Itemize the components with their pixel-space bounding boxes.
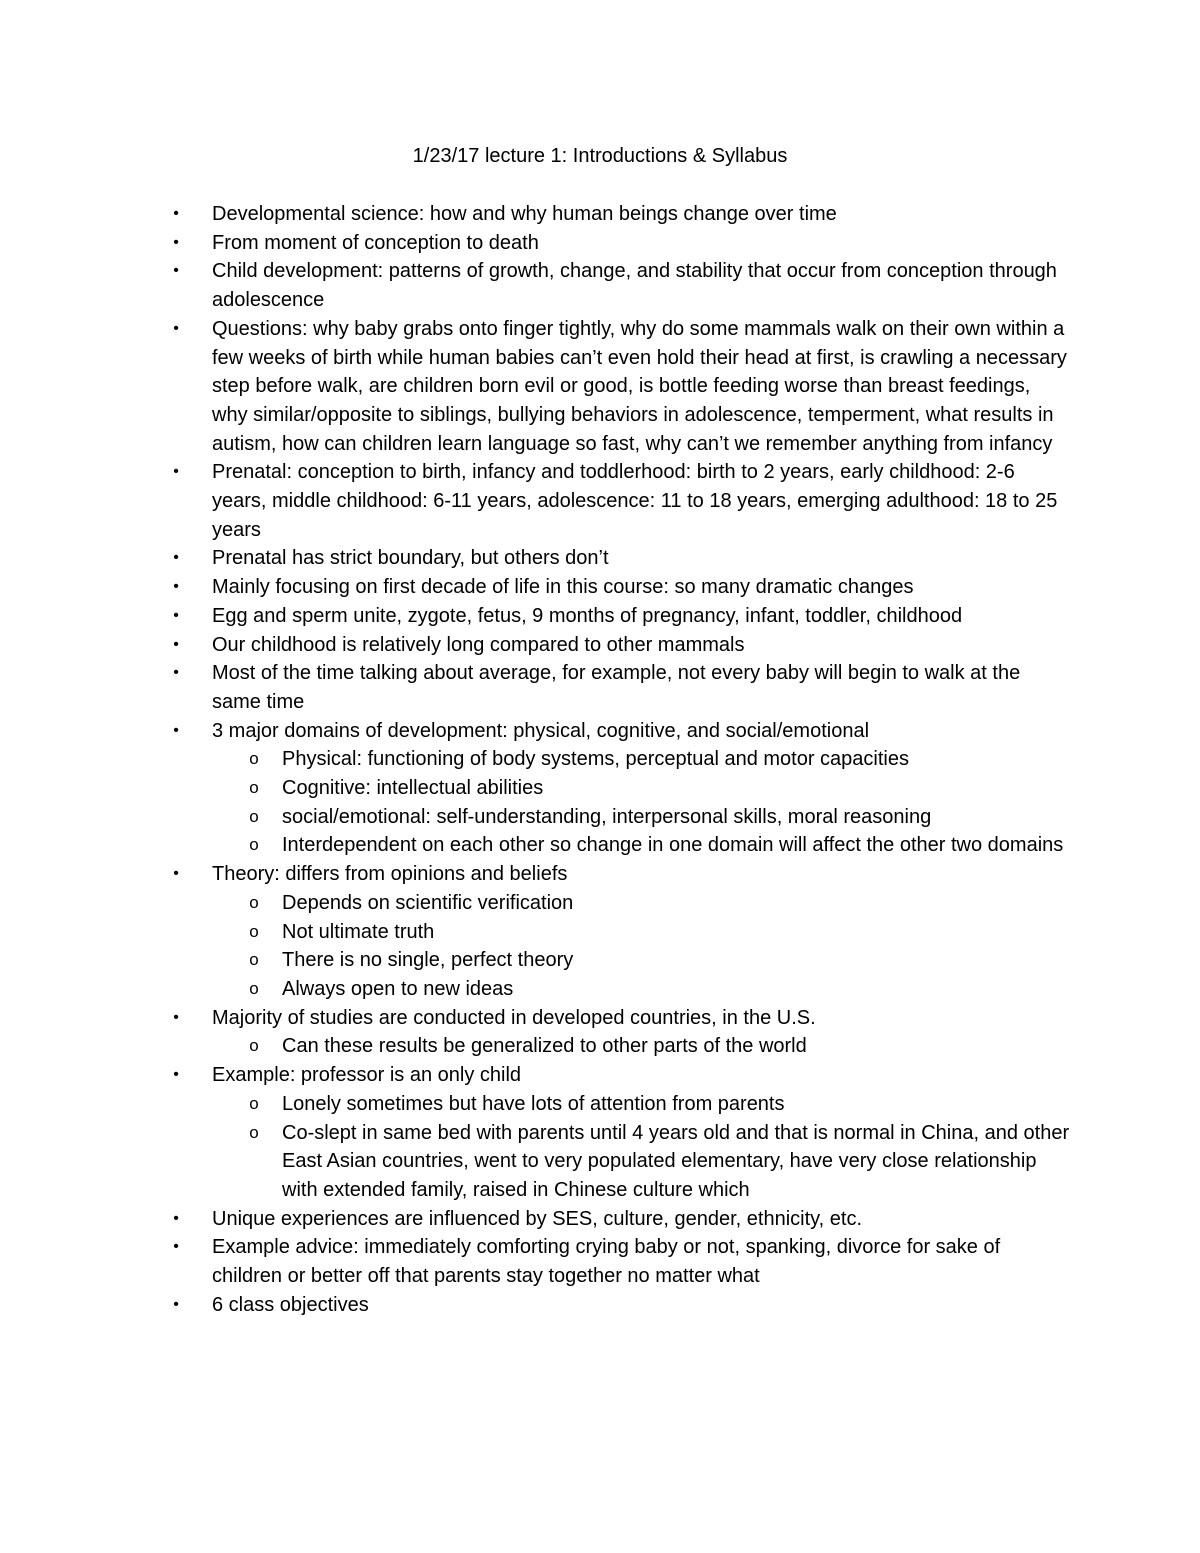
bullet-text: Can these results be generalized to other parts of the world — [282, 1035, 807, 1058]
bullet-marker: • — [173, 1295, 179, 1313]
sub-bullet-item — [170, 889, 1070, 918]
bullet-text: Cognitive: intellectual abilities — [282, 777, 544, 800]
bullet-text: Depends on scientific verification — [282, 891, 574, 914]
bullet-item — [170, 631, 1070, 660]
bullet-item — [170, 544, 1070, 573]
bullet-text: Example advice: immediately comforting crying baby or not, spanking, divorce for sake of children or better off that parents stay together no matter what — [212, 1236, 1001, 1288]
bullet-marker: • — [173, 233, 179, 251]
sub-bullet-marker: o — [249, 1122, 259, 1142]
bullet-text: Mainly focusing on first decade of life in this course: so many dramatic changes — [212, 576, 914, 599]
bullet-marker: • — [173, 606, 179, 624]
bullet-marker: • — [173, 1066, 179, 1084]
page-title: 1/23/17 lecture 1: Introductions & Syllabus — [412, 145, 788, 167]
bullet-text: Child development: patterns of growth, change, and stability that occur from conception through adolescence — [212, 260, 1057, 312]
sub-bullet-item — [170, 803, 1070, 832]
bullet-item — [170, 1004, 1070, 1033]
bullet-text: social/emotional: self-understanding, interpersonal skills, moral reasoning — [282, 805, 932, 828]
bullet-item — [170, 659, 1070, 716]
bullet-marker: • — [173, 549, 179, 567]
bullet-text: Unique experiences are influenced by SES, culture, gender, ethnicity, etc. — [212, 1207, 863, 1230]
sub-bullet-marker: o — [249, 835, 259, 855]
sub-bullet-marker: o — [249, 778, 259, 798]
bullet-marker: • — [173, 205, 179, 222]
bullet-text: There is no single, perfect theory — [282, 949, 574, 972]
bullet-marker: • — [173, 578, 179, 596]
bullet-item — [170, 602, 1070, 631]
bullet-item — [170, 573, 1070, 602]
sub-bullet-item — [170, 1090, 1070, 1119]
bullet-text: Our childhood is relatively long compared to other mammals — [212, 633, 745, 656]
bullet-text: Most of the time talking about average, for example, not every baby will begin to walk at the same time — [212, 662, 1021, 713]
bullet-marker: • — [173, 262, 179, 280]
sub-bullet-item — [170, 1119, 1070, 1205]
sub-bullet-marker: o — [249, 749, 259, 769]
bullet-marker: • — [173, 865, 179, 883]
bullet-text: Questions: why baby grabs onto finger tightly, why do some mammals walk on their own within a few weeks of birth while human babies can’t even hold their head at first, is crawling a necessary step before walk, are children born evil or good, is bottle feeding worse than breast feedings, why similar/opposite to siblings, bullying behaviors in adolescence, temperment, what results in autism, how can children learn language so fast, why can’t we remember anything from infancy — [212, 317, 1067, 455]
bullet-text: Always open to new ideas — [282, 977, 514, 1000]
bullet-text: 3 major domains of development: physical, cognitive, and social/emotional — [212, 719, 870, 742]
bullet-text: Co-slept in same bed with parents until 4 years old and that is normal in China, and other East Asian countries, went to very populated elementary, have very close relationship with extended family, raised in Chinese culture which — [282, 1121, 1070, 1201]
notes-list — [170, 200, 1070, 1319]
bullet-item — [170, 229, 1070, 258]
bullet-item — [170, 1291, 1070, 1320]
bullet-item — [170, 1061, 1070, 1090]
bullet-marker: • — [173, 635, 179, 653]
bullet-text: 6 class objectives — [212, 1293, 369, 1316]
sub-bullet-item — [170, 774, 1070, 803]
bullet-marker: • — [173, 319, 179, 337]
sub-bullet-marker: o — [249, 806, 259, 826]
sub-bullet-item — [170, 745, 1070, 774]
sub-bullet-item — [170, 831, 1070, 860]
sub-bullet-marker: o — [249, 1093, 259, 1113]
bullet-text: Physical: functioning of body systems, perceptual and motor capacities — [282, 748, 909, 771]
bullet-text: Lonely sometimes but have lots of attention from parents — [282, 1092, 785, 1115]
bullet-marker: • — [173, 664, 179, 682]
bullet-text: Majority of studies are conducted in developed countries, in the U.S. — [212, 1006, 816, 1029]
sub-bullet-marker: o — [249, 1036, 259, 1056]
sub-bullet-marker: o — [249, 978, 259, 998]
bullet-text: Not ultimate truth — [282, 920, 435, 943]
bullet-item — [170, 200, 1070, 229]
sub-bullet-item — [170, 918, 1070, 947]
sub-bullet-item — [170, 946, 1070, 975]
bullet-item — [170, 1233, 1070, 1290]
bullet-item — [170, 860, 1070, 889]
sub-bullet-item — [170, 975, 1070, 1004]
bullet-item — [170, 315, 1070, 459]
bullet-text: Prenatal has strict boundary, but others don’t — [212, 547, 609, 570]
bullet-text: Interdependent on each other so change in one domain will affect the other two domains — [282, 834, 1064, 857]
sub-bullet-marker: o — [249, 921, 259, 941]
bullet-text: Developmental science: how and why human beings change over time — [212, 203, 837, 225]
bullet-marker: • — [173, 1008, 179, 1026]
sub-bullet-marker: o — [249, 950, 259, 970]
bullet-marker: • — [173, 463, 179, 481]
bullet-text: Example: professor is an only child — [212, 1064, 522, 1087]
bullet-text: Prenatal: conception to birth, infancy and toddlerhood: birth to 2 years, early childhood: 2-6 years, middle childhood: 6-11 years, adolescence: 11 to 18 years, emerging adulthood: 18 to 25 years — [212, 461, 1058, 541]
bullet-item — [170, 1205, 1070, 1234]
bullet-item — [170, 717, 1070, 746]
bullet-text: Egg and sperm unite, zygote, fetus, 9 months of pregnancy, infant, toddler, childhood — [212, 604, 963, 627]
bullet-item — [170, 458, 1070, 544]
sub-bullet-item — [170, 1032, 1070, 1061]
bullet-marker: • — [173, 721, 179, 739]
bullet-marker: • — [173, 1209, 179, 1227]
bullet-marker: • — [173, 1238, 179, 1256]
bullet-text: Theory: differs from opinions and beliefs — [212, 863, 568, 886]
bullet-item — [170, 257, 1070, 314]
sub-bullet-marker: o — [249, 892, 259, 912]
bullet-text: From moment of conception to death — [212, 231, 539, 254]
